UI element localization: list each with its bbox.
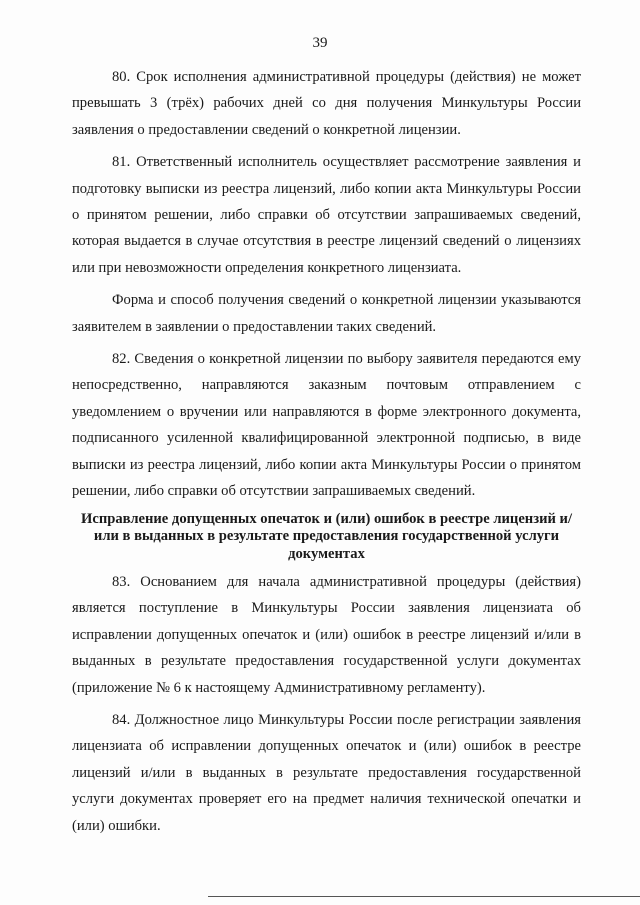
- paragraph-83: 83. Основанием для начала административной процедуры (действия) является поступление в Минкультуры России заявления лицензиата об исправлении допущенных опечаток и (или) ошибок в реестре лицензий и/или в выданных в результате предоставления государственной услуги документах (приложение № 6 к настоящему Административному регламенту).: [72, 574, 581, 696]
- paragraph-81-form: Форма и способ получения сведений о конкретной лицензии указываются заявителем в заявлении о предоставлении таких сведений.: [72, 292, 581, 335]
- document-body: [72, 64, 581, 845]
- paragraph-82: 82. Сведения о конкретной лицензии по выбору заявителя передаются ему непосредственно, направляются заказным почтовым отправлением с уведомлением о вручении или направляются в форме электронного документа, подписанного усиленной квалифицированной электронной подписью, в виде выписки из реестра лицензий, либо копии акта Минкультуры России о принятом решении, либо справки об отсутствии запрашиваемых сведений.: [72, 351, 581, 500]
- paragraph-80: 80. Срок исполнения административной процедуры (действия) не может превышать 3 (трёх) рабочих дней со дня получения Минкультуры России заявления о предоставлении сведений о конкретной лицензии.: [72, 69, 581, 138]
- scan-edge-line: [208, 896, 640, 897]
- page-number: 39: [312, 35, 328, 51]
- paragraph-84: 84. Должностное лицо Минкультуры России после регистрации заявления лицензиата об исправлении допущенных опечаток и (или) ошибок в реестре лицензий и/или в выданных в результате предоставления государственной услуги документах проверяет его на предмет наличия технической опечатки и (или) ошибки.: [72, 712, 581, 834]
- paragraph-81: 81. Ответственный исполнитель осуществляет рассмотрение заявления и подготовку выписки из реестра лицензий, либо копии акта Минкультуры России о принятом решении, либо справки об отсутствии запрашиваемых сведений, которая выдается в случае отсутствия в реестре лицензий сведений о лицензиях или при невозможности определения конкретного лицензиата.: [72, 154, 581, 276]
- section-heading: Исправление допущенных опечаток и (или) ошибок в реестре лицензий и/или в выданных в результате предоставления государственной услуги документах: [80, 510, 573, 562]
